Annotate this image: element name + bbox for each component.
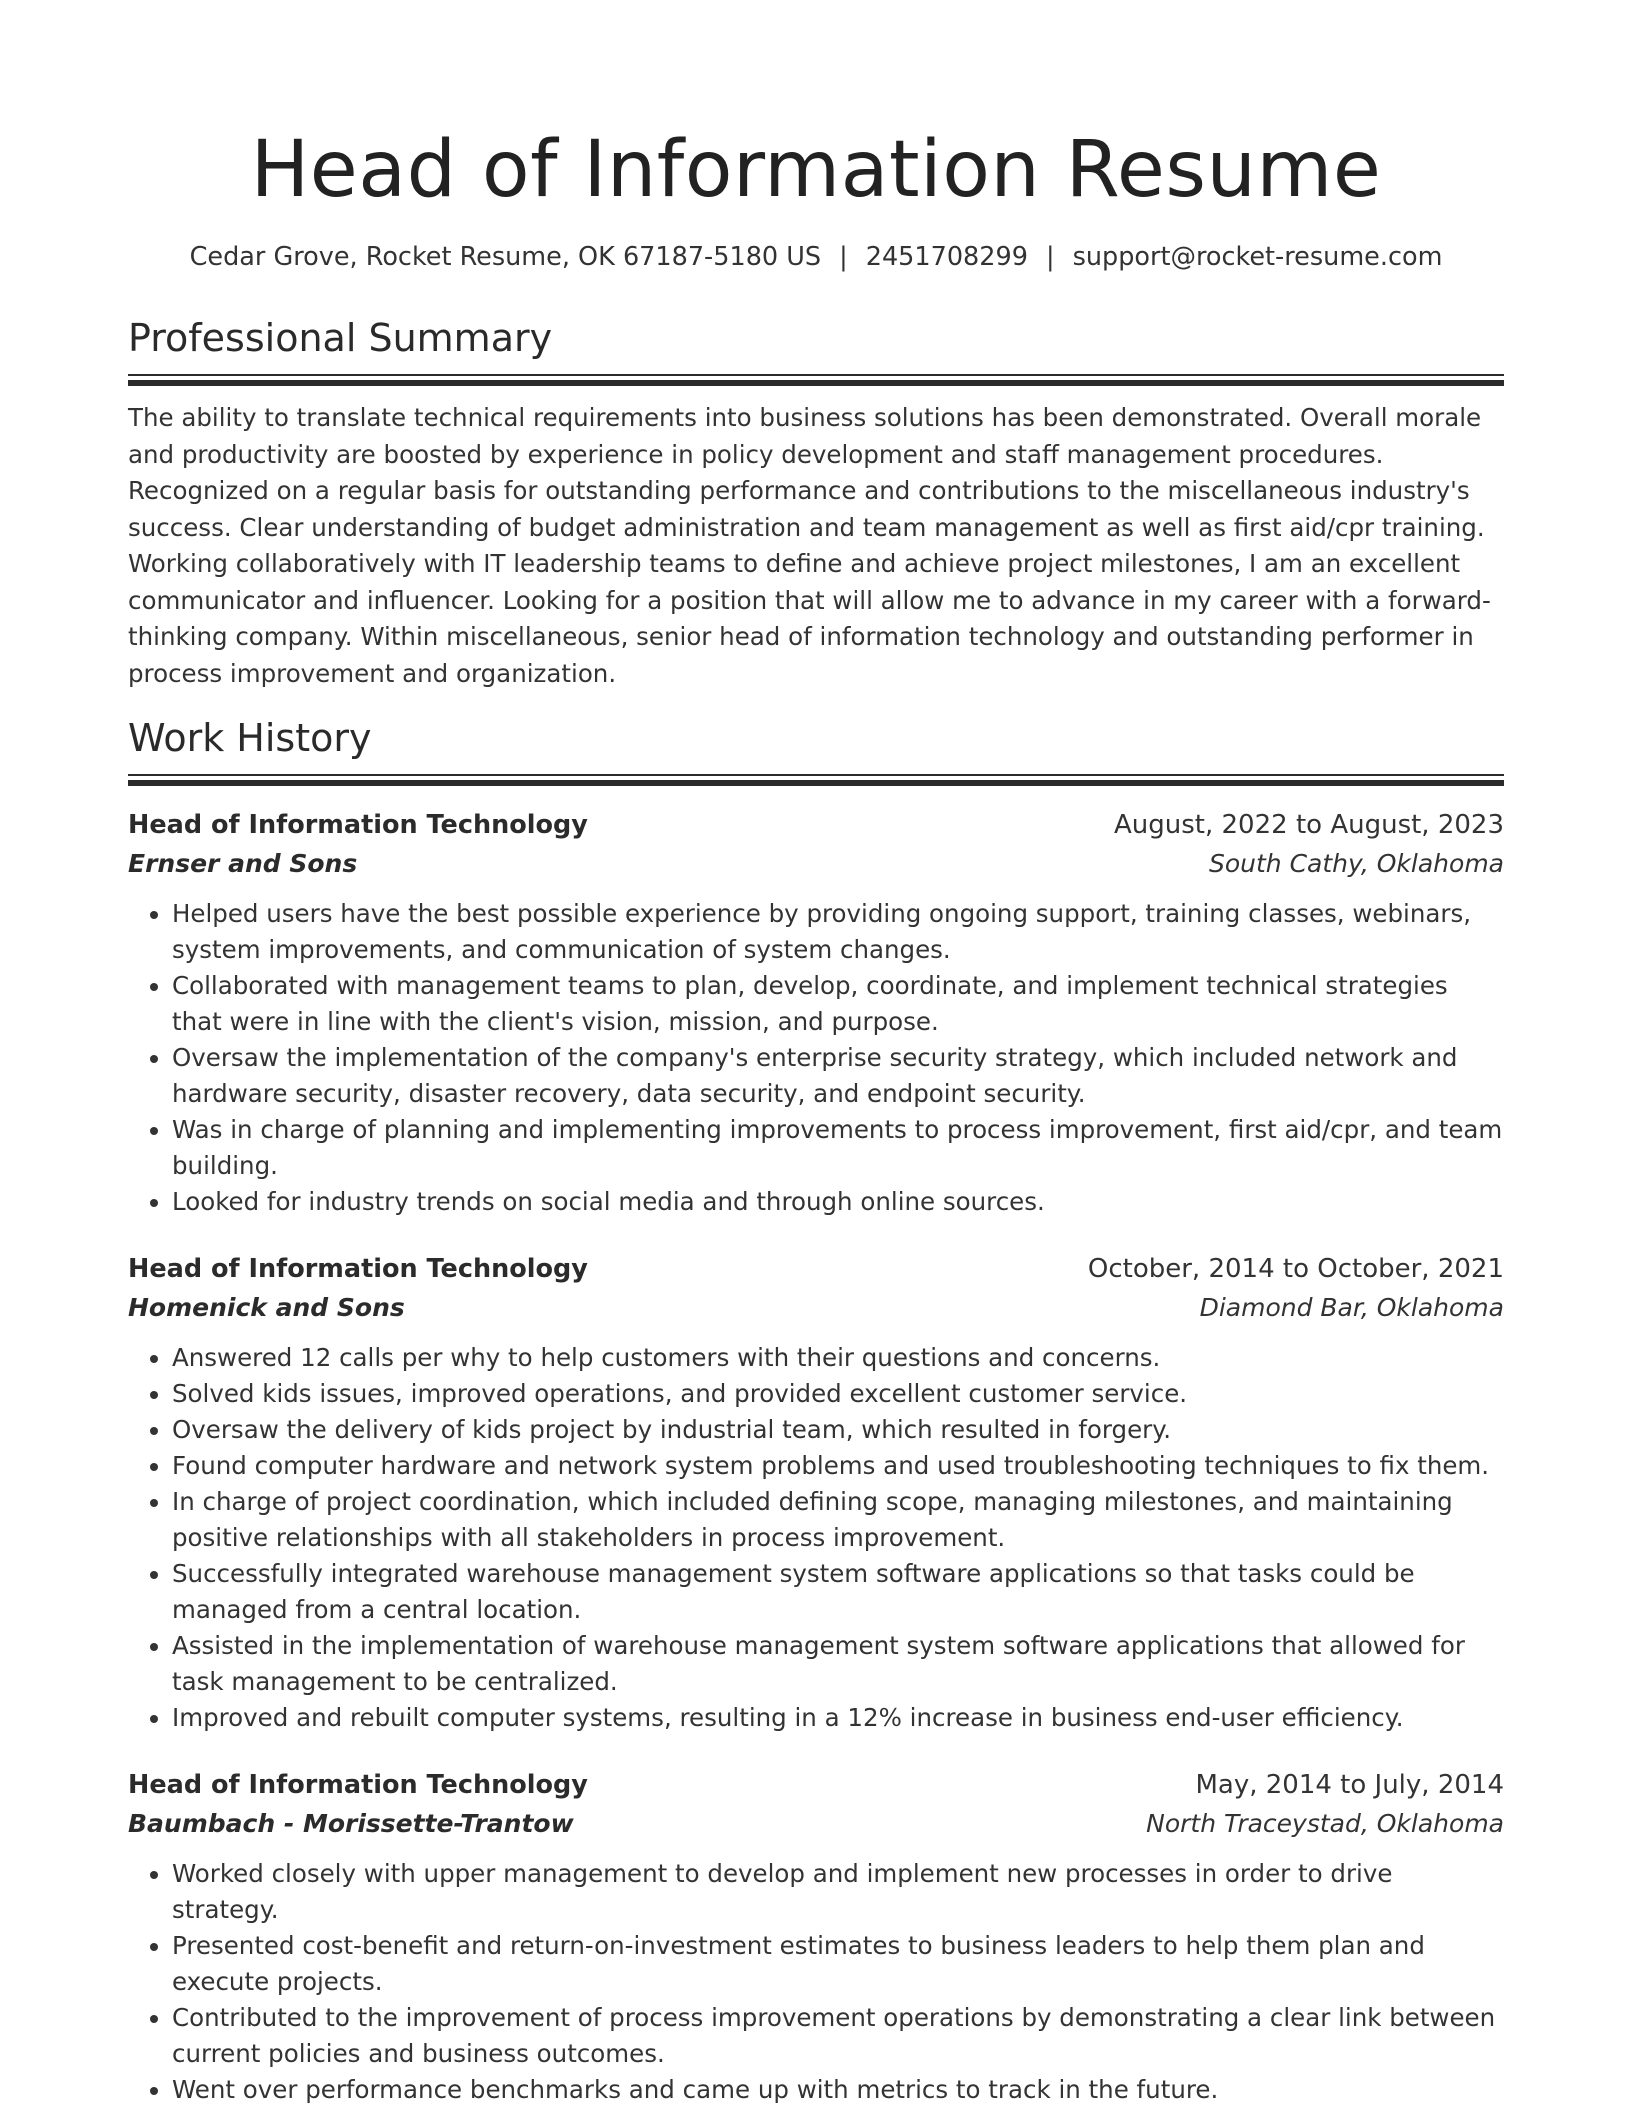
professional-summary-text: The ability to translate technical requirements into business solutions has been demonstrated. Overall morale and productivity are boosted by experience in policy development and staff management procedures. Recognized on a regular basis for outstanding performance and contributions to the miscellaneous industry's success. Clear understanding of budget administration and team management as well as first aid/cpr training. Working collaboratively with IT leadership teams to define and achieve project milestones, I am an excellent communicator and influencer. Looking for a position that will allow me to advance in my career with a forward-thinking company. Within miscellaneous, senior head of information technology and outstanding performer in process improvement and organization.: [128, 403, 1491, 688]
contact-email: support@rocket-resume.com: [1072, 242, 1443, 272]
job-bullet: • Presented cost-benefit and return-on-investment estimates to business leaders to help them plan and execute projects.: [172, 1928, 1504, 2000]
job-bullet: • Successfully integrated warehouse management system software applications so that tasks could be managed from a central location.: [172, 1556, 1504, 1628]
job-header-row: [128, 1250, 1504, 1288]
job-bullets: [128, 1856, 1504, 2108]
job-bullet: • Collaborated with management teams to plan, develop, coordinate, and implement technical strategies that were in line with the client's vision, mission, and purpose.: [172, 968, 1504, 1040]
job-bullet: • In charge of project coordination, which included defining scope, managing milestones, and maintaining positive relationships with all stakeholders in process improvement.: [172, 1484, 1504, 1556]
job-dates: October, 2014 to October, 2021: [1087, 1254, 1504, 1284]
contact-line: [128, 240, 1504, 274]
job-title: Head of Information Technology: [128, 810, 588, 840]
job-company: Ernser and Sons: [128, 849, 358, 878]
job-title: Head of Information Technology: [128, 1254, 588, 1284]
job-company-row: [128, 1288, 1504, 1328]
job-bullet: • Oversaw the delivery of kids project by industrial team, which resulted in forgery.: [172, 1412, 1504, 1448]
job-bullet: • Improved and rebuilt computer systems, resulting in a 12% increase in business end-user efficiency.: [172, 1700, 1504, 1736]
job-company: Baumbach - Morissette-Trantow: [128, 1809, 574, 1838]
section-divider: [128, 774, 1504, 786]
job-entry: [128, 1250, 1504, 1736]
job-entry: [128, 1766, 1504, 2108]
job-bullet: • Worked closely with upper management to develop and implement new processes in order to drive strategy.: [172, 1856, 1504, 1928]
contact-separator: |: [839, 242, 848, 272]
job-company-row: [128, 844, 1504, 884]
job-header-row: [128, 806, 1504, 844]
professional-summary-section: [128, 314, 1504, 692]
job-location: North Traceystad, Oklahoma: [1146, 1809, 1504, 1838]
job-bullet: • Was in charge of planning and implementing improvements to process improvement, first aid/cpr, and team building.: [172, 1112, 1504, 1184]
job-location: South Cathy, Oklahoma: [1208, 849, 1504, 878]
job-dates: August, 2022 to August, 2023: [1114, 810, 1504, 840]
job-location: Diamond Bar, Oklahoma: [1199, 1293, 1504, 1322]
job-bullet: • Found computer hardware and network system problems and used troubleshooting techniques to fix them.: [172, 1448, 1504, 1484]
job-bullet: • Answered 12 calls per why to help customers with their questions and concerns.: [172, 1340, 1504, 1376]
job-bullets: [128, 1340, 1504, 1736]
job-company-row: [128, 1804, 1504, 1844]
job-header-row: [128, 1766, 1504, 1804]
job-bullet: • Assisted in the implementation of warehouse management system software applications that allowed for task management to be centralized.: [172, 1628, 1504, 1700]
contact-address: Cedar Grove, Rocket Resume, OK 67187-5180 US: [189, 242, 822, 272]
job-bullet: • Helped users have the best possible experience by providing ongoing support, training classes, webinars, system improvements, and communication of system changes.: [172, 896, 1504, 968]
contact-phone: 2451708299: [865, 242, 1028, 272]
job-bullet: • Contributed to the improvement of process improvement operations by demonstrating a clear link between current policies and business outcomes.: [172, 2000, 1504, 2072]
job-bullet: • Looked for industry trends on social media and through online sources.: [172, 1184, 1504, 1220]
work-history-section: [128, 714, 1504, 2108]
section-divider: [128, 374, 1504, 386]
professional-summary-heading: Professional Summary: [128, 316, 553, 360]
job-bullet: • Solved kids issues, improved operations, and provided excellent customer service.: [172, 1376, 1504, 1412]
job-company: Homenick and Sons: [128, 1293, 405, 1322]
job-bullets: [128, 896, 1504, 1220]
job-dates: May, 2014 to July, 2014: [1195, 1770, 1504, 1800]
job-entry: [128, 806, 1504, 1220]
job-bullet: • Oversaw the implementation of the company's enterprise security strategy, which included network and hardware security, disaster recovery, data security, and endpoint security.: [172, 1040, 1504, 1112]
resume-title: Head of Information Resume: [250, 125, 1382, 215]
job-title: Head of Information Technology: [128, 1770, 588, 1800]
job-bullet: • Went over performance benchmarks and came up with metrics to track in the future.: [172, 2072, 1504, 2108]
work-history-heading: Work History: [128, 716, 372, 760]
contact-separator: |: [1045, 242, 1055, 272]
